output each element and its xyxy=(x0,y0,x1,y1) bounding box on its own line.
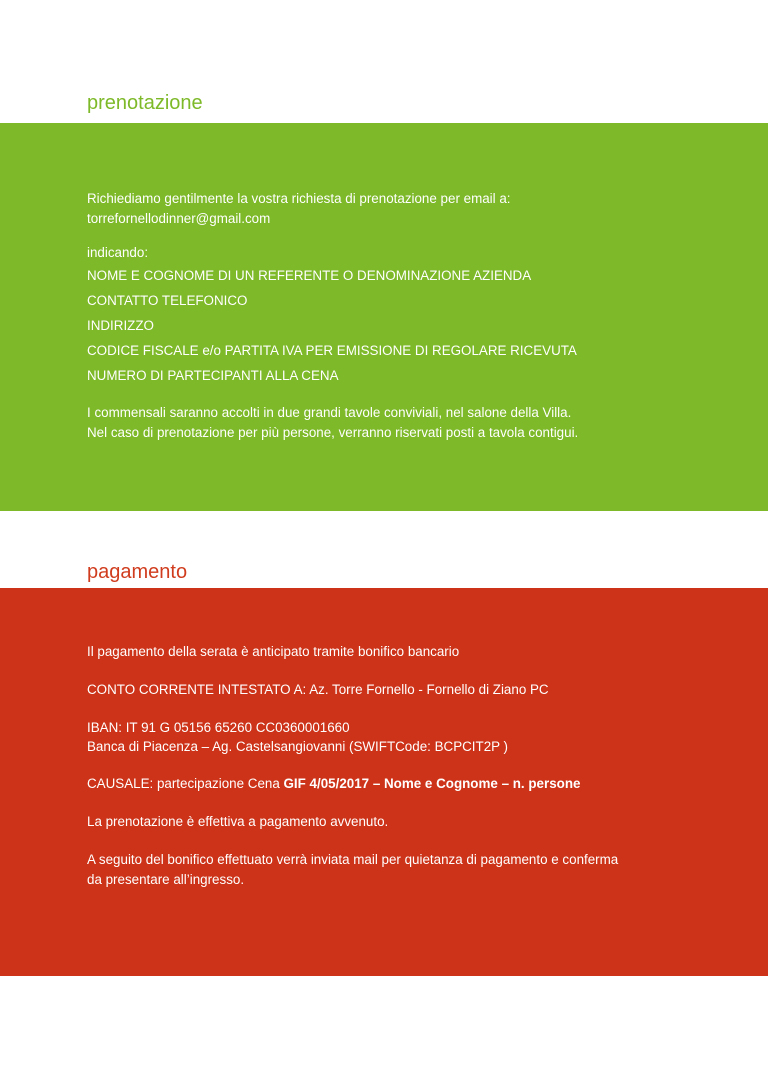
list-item: INDIRIZZO xyxy=(87,318,154,333)
prenotazione-note-2: Nel caso di prenotazione per più persone, verranno riservati posti a tavola contigui. xyxy=(87,425,579,440)
list-item: NOME E COGNOME DI UN REFERENTE O DENOMINAZIONE AZIENDA xyxy=(87,268,532,283)
list-item: NUMERO DI PARTECIPANTI ALLA CENA xyxy=(87,368,339,383)
pagamento-intro: Il pagamento della serata è anticipato tramite bonifico bancario xyxy=(87,644,460,659)
pagamento-iban: IBAN: IT 91 G 05156 65260 CC0360001660 xyxy=(87,720,350,735)
indicando-label: indicando: xyxy=(87,245,149,260)
prenotazione-title: prenotazione xyxy=(87,92,203,114)
prenotazione-section xyxy=(0,123,768,511)
prenotazione-intro: Richiediamo gentilmente la vostra richiesta di prenotazione per email a: xyxy=(87,191,511,206)
pagamento-effettiva: La prenotazione è effettiva a pagamento avvenuto. xyxy=(87,814,389,829)
list-item: CODICE FISCALE e/o PARTITA IVA PER EMISSIONE DI REGOLARE RICEVUTA xyxy=(87,343,577,358)
prenotazione-note-1: I commensali saranno accolti in due grandi tavole conviviali, nel salone della Villa. xyxy=(87,405,572,420)
pagamento-seguito-2: da presentare all’ingresso. xyxy=(87,872,245,887)
causale-bold: GIF 4/05/2017 – Nome e Cognome – n. persone xyxy=(283,776,581,791)
pagamento-title: pagamento xyxy=(87,561,188,583)
list-item: CONTATTO TELEFONICO xyxy=(87,293,248,308)
pagamento-causale xyxy=(87,774,748,794)
pagamento-conto: CONTO CORRENTE INTESTATO A: Az. Torre Fornello - Fornello di Ziano PC xyxy=(87,682,549,697)
pagamento-banca: Banca di Piacenza – Ag. Castelsangiovanni (SWIFTCode: BCPCIT2P ) xyxy=(87,739,509,754)
pagamento-seguito-1: A seguito del bonifico effettuato verrà inviata mail per quietanza di pagamento e conferma xyxy=(87,852,619,867)
prenotazione-email: torrefornellodinner@gmail.com xyxy=(87,211,271,226)
pagamento-section xyxy=(0,588,768,976)
causale-label: CAUSALE: partecipazione Cena xyxy=(87,776,284,791)
